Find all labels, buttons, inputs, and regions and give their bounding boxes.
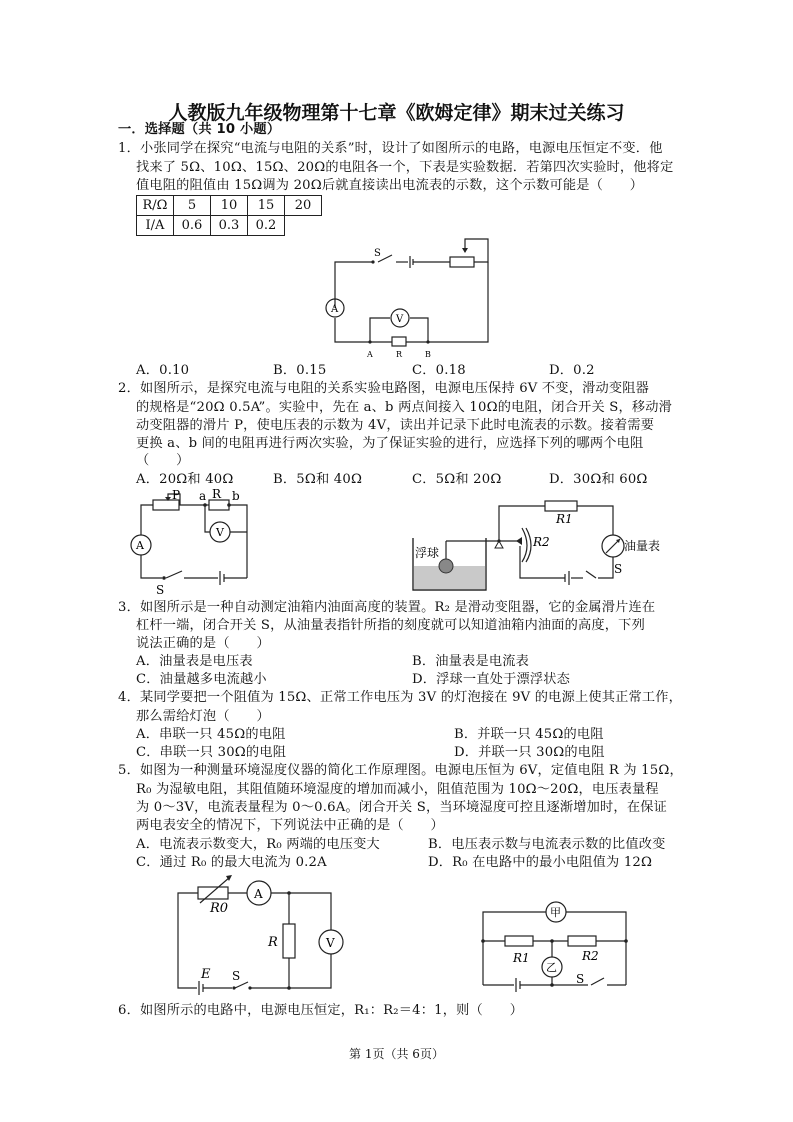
q1-option-c[interactable]: C．0.18 [412,363,466,378]
switch-label: S [156,583,165,597]
r1-label: R1 [513,951,530,965]
table-cell: 15 [248,196,285,216]
q5-line-4: 两电表安全的情况下，下列说法中正确的是（ ） [136,818,444,833]
voltmeter-label: V [216,526,224,539]
terminal-b-label: b [232,489,240,503]
q2-line-2: 的规格是“20Ω 0.5A”。实验中，先在 a、b 两点间接入 10Ω的电阻，闭合开关 S，移动滑 [136,400,673,415]
q5-option-b[interactable]: B．电压表示数与电流表示数的比值改变 [428,837,666,852]
q3-line-2: 杠杆一端，闭合开关 S，从油量表指针所指的刻度就可以知道油箱内油面的高度，下列 [136,618,645,633]
meter-jia-label: 甲 [550,906,561,919]
q1-option-b[interactable]: B．0.15 [273,363,327,378]
q3-line-3: 说法正确的是（ ） [136,636,270,651]
point-b-label: B [425,350,431,359]
q4-option-d[interactable]: D．并联一只 30Ω的电阻 [454,745,605,760]
q1-option-d[interactable]: D．0.2 [549,363,595,378]
table-cell: 5 [174,196,211,216]
ammeter-label: A [254,887,263,901]
table-cell: 10 [211,196,248,216]
page-footer: 第 1页（共 6页） [349,1047,444,1061]
table-cell: 0.2 [248,216,285,236]
r0-label: R0 [210,901,229,916]
q5-line-2: R₀ 为湿敏电阻，其阻值随环境湿度的增加而减小，阻值范围为 10Ω～20Ω，电压表量程 [136,782,659,797]
table-cell: I/A [137,216,174,236]
q1-line-3: 值电阻的阻值由 15Ω调为 20Ω后就直接读出电流表的示数，这个示数可能是（ ） [136,178,644,193]
switch-label: S [374,248,381,259]
table-cell: 0.3 [211,216,248,236]
table-cell: 20 [285,196,322,216]
q5-line-1: 5．如图为一种测量环境湿度仪器的简化工作原理图。电源电压恒为 6V，定值电阻 R 为 15Ω， [118,763,683,778]
switch-label: S [232,969,241,983]
q4-line-1: 4．某同学要把一个阻值为 15Ω、正常工作电压为 3V 的灯泡接在 9V 的电源上使其正常工作， [118,690,683,705]
voltmeter-label: V [396,314,404,325]
q6-line-1: 6．如图所示的电路中，电源电压恒定，R₁：R₂＝4：1，则（ ） [118,1003,524,1018]
q4-option-a[interactable]: A．串联一只 45Ω的电阻 [136,727,286,742]
q3-option-d[interactable]: D．浮球一直处于漂浮状态 [412,672,571,687]
q3-option-a[interactable]: A．油量表是电压表 [136,654,253,669]
table-cell: 0.6 [174,216,211,236]
q4-line-2: 那么需给灯泡（ ） [136,709,270,724]
q2-line-1: 2．如图所示，是探究电流与电阻的关系实验电路图，电源电压保持 6V 不变，滑动变阻器 [118,381,650,396]
q2-line-4: 更换 a、b 间的电阻再进行两次实验，为了保证实验的进行，应选择下列的哪两个电阻 [136,436,644,451]
q3-option-b[interactable]: B．油量表是电流表 [412,654,529,669]
ammeter-label: A [136,539,144,552]
float-label: 浮球 [415,546,440,560]
q2-line-3: 动变阻器的滑片 P，使电压表的示数为 4V，读出并记录下此时电流表的示数。接着需要 [136,418,655,433]
ammeter-label: A [331,304,339,315]
q1-line-2: 找来了 5Ω、10Ω、15Ω、20Ω的电阻各一个，下表是实验数据．若第四次实验时，他将定 [136,160,674,175]
voltmeter-label: V [326,936,335,950]
resistor-label: R [396,350,403,359]
q2-option-b[interactable]: B．5Ω和 40Ω [273,472,363,487]
meter-yi-label: 乙 [546,961,557,974]
resistor-r-label: R [212,487,222,501]
table-cell: R/Ω [137,196,174,216]
q4-option-c[interactable]: C．串联一只 30Ω的电阻 [136,745,287,760]
r-label: R [268,935,278,950]
r2-label: R2 [533,535,550,549]
terminal-a-label: a [199,489,207,503]
page-title: 人教版九年级物理第十七章《欧姆定律》期末过关练习 [168,102,625,124]
gauge-label: 油量表 [624,539,661,553]
slider-p-label: P [172,488,181,502]
q2-option-a[interactable]: A．20Ω和 40Ω [136,472,234,487]
section-heading: 一．选择题（共 10 小题） [118,122,281,137]
q5-line-3: 为 0～3V，电流表量程为 0～0.6A。闭合开关 S，当环境湿度可控且逐渐增加时，在保证 [136,800,667,815]
q3-line-1: 3．如图所示是一种自动测定油箱内油面高度的装置。R₂ 是滑动变阻器，它的金属滑片连在 [118,600,656,615]
q5-option-c[interactable]: C．通过 R₀ 的最大电流为 0.2A [136,855,327,870]
q4-option-b[interactable]: B．并联一只 45Ω的电阻 [454,727,604,742]
r2-label: R2 [582,949,599,963]
q3-option-c[interactable]: C．油量越多电流越小 [136,672,267,687]
q5-option-d[interactable]: D．R₀ 在电路中的最小电阻值为 12Ω [428,855,653,870]
q1-line-1: 1．小张同学在探究“电流与电阻的关系”时，设计了如图所示的电路，电源电压恒定不变．他 [118,141,663,156]
q2-line-5: （ ） [136,453,190,468]
q2-option-c[interactable]: C．5Ω和 20Ω [412,472,502,487]
e-label: E [201,967,211,982]
switch-label: S [576,972,585,986]
point-a-label: A [367,350,373,359]
switch-label: S [614,562,623,576]
q2-option-d[interactable]: D．30Ω和 60Ω [549,472,648,487]
q1-option-a[interactable]: A．0.10 [136,363,190,378]
r1-label: R1 [556,512,573,526]
q5-option-a[interactable]: A．电流表示数变大，R₀ 两端的电压变大 [136,837,380,852]
